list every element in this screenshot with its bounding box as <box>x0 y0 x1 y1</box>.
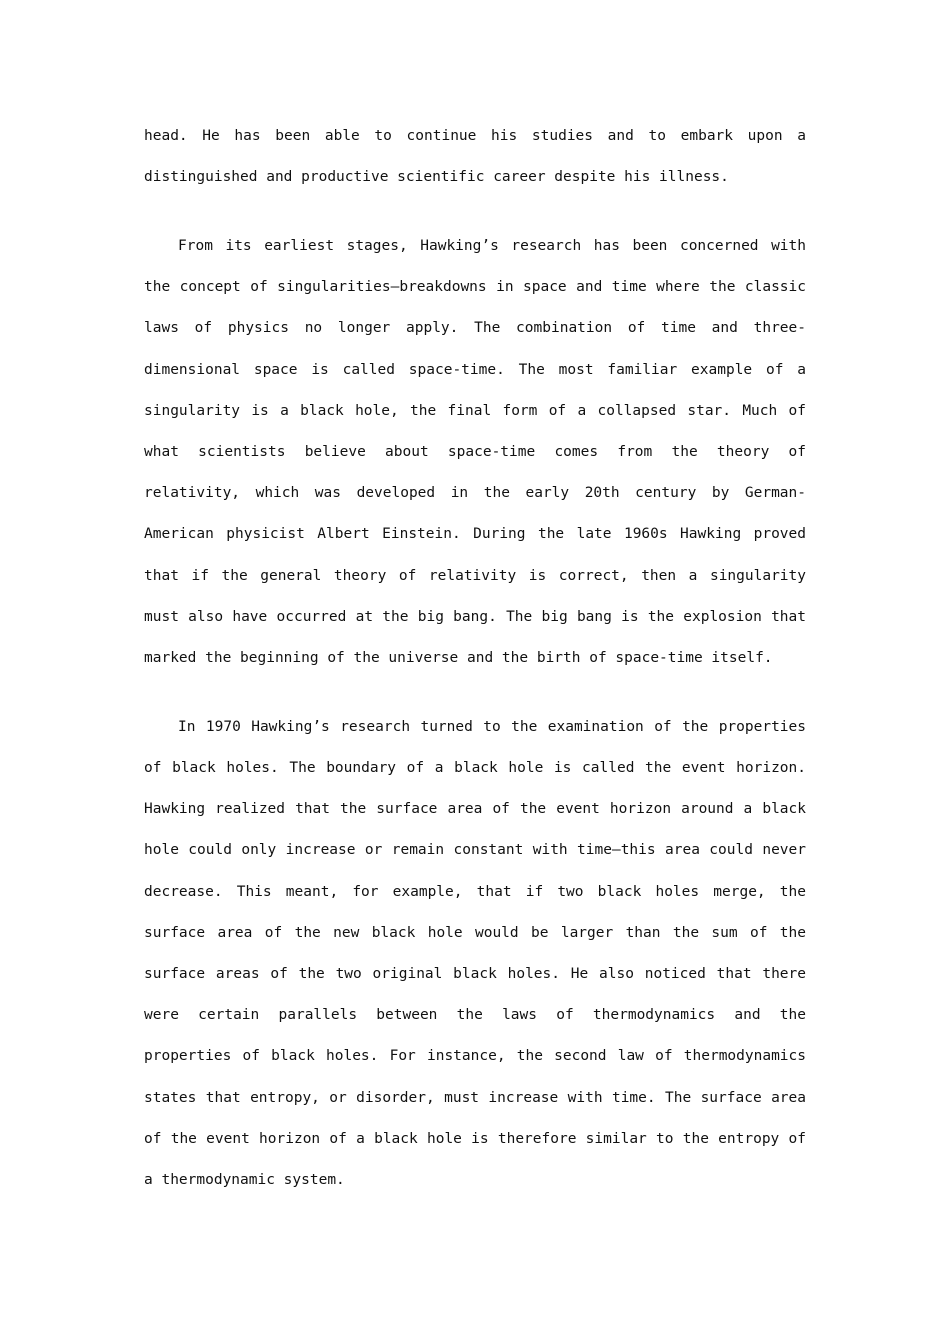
document-page <box>144 116 806 1201</box>
paragraph-singularities: From its earliest stages, Hawking’s research has been concerned with the concept of singularities—breakdowns in space and time where the classic laws of physics no longer apply. The combination of time and three-dimensional space is called space-time. The most familiar example of a singularity is a black hole, the final form of a collapsed star. Much of what scientists believe about space-time comes from the theory of relativity, which was developed in the early 20th century by German-American physicist Albert Einstein. During the late 1960s Hawking proved that if the general theory of relativity is correct, then a singularity must also have occurred at the big bang. The big bang is the explosion that marked the beginning of the universe and the birth of space-time itself. <box>144 238 806 667</box>
paragraph-black-holes: In 1970 Hawking’s research turned to the examination of the properties of black holes. The boundary of a black hole is called the event horizon. Hawking realized that the surface area of the event horizon around a black hole could only increase or remain constant with time—this area could never decrease. This meant, for example, that if two black holes merge, the surface area of the new black hole would be larger than the sum of the surface areas of the two original black holes. He also noticed that there were certain parallels between the laws of thermodynamics and the properties of black holes. For instance, the second law of thermodynamics states that entropy, or disorder, must increase with time. The surface area of the event horizon of a black hole is therefore similar to the entropy of a thermodynamic system. <box>144 718 806 1189</box>
paragraph-continuation: head. He has been able to continue his studies and to embark upon a distinguished and productive scientific career despite his illness. <box>144 128 806 186</box>
